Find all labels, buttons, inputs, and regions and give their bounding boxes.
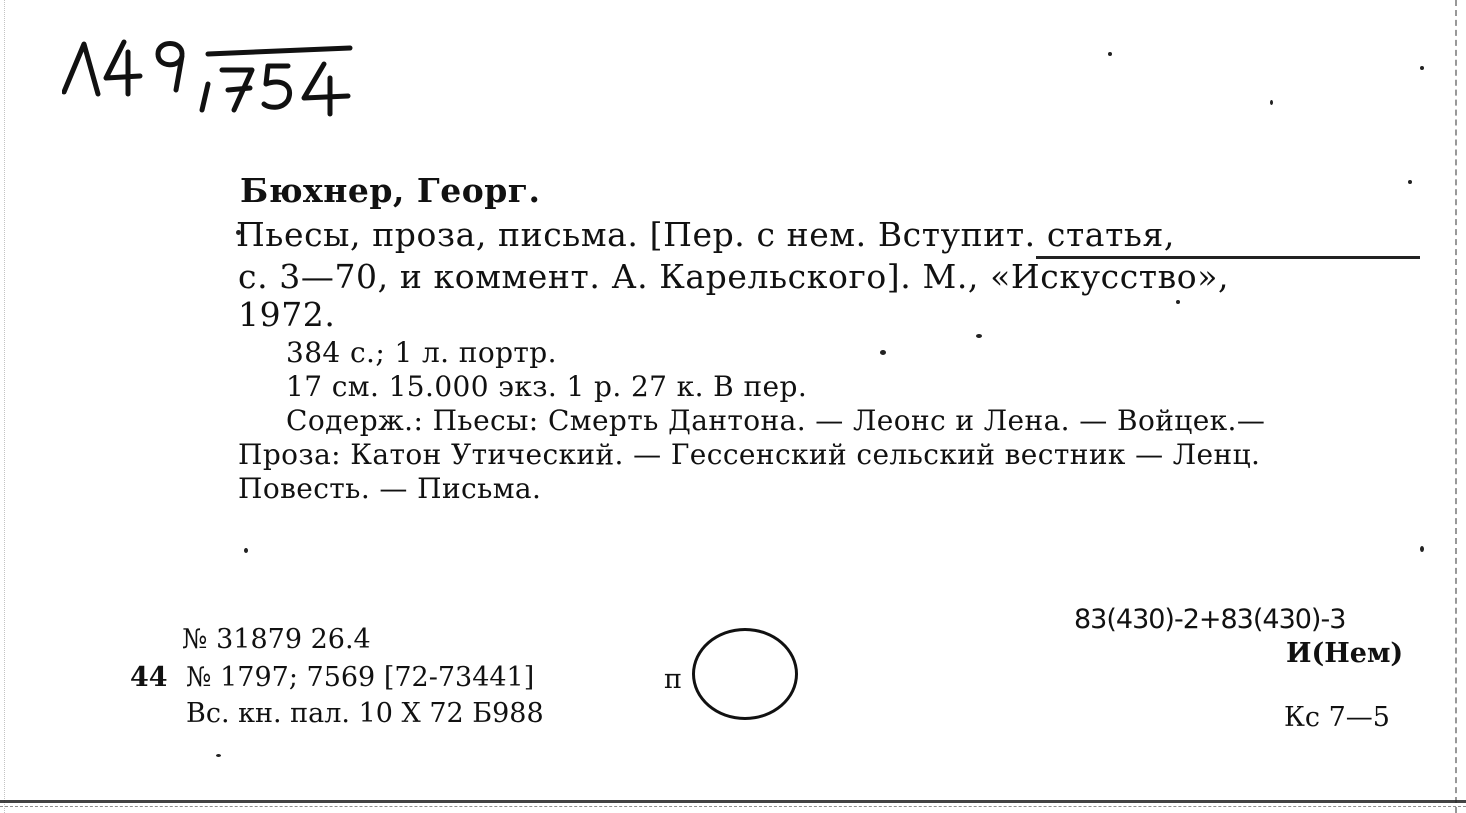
card-right-edge bbox=[1455, 0, 1457, 813]
card-code: Кс 7—5 bbox=[1284, 702, 1390, 733]
publisher-order: № 1797; 7569 [72-73441] bbox=[186, 662, 535, 693]
title-line-1: Пьесы, проза, письма. [Пер. с нем. Вступит. статья, bbox=[236, 215, 1176, 254]
contents-line-1: Содерж.: Пьесы: Смерть Дантона. — Леонс и Лена. — Войцек.— bbox=[286, 404, 1266, 437]
scan-speck bbox=[1408, 180, 1412, 184]
publisher-prefix: 44 bbox=[130, 662, 168, 693]
contents-line-2: Проза: Катон Утический. — Гессенский сельский вестник — Ленц. bbox=[238, 438, 1261, 471]
publisher-number: № 31879 26.4 bbox=[182, 624, 371, 655]
scan-speck bbox=[880, 350, 886, 355]
scan-speck bbox=[244, 548, 248, 553]
scan-speck bbox=[1420, 546, 1424, 552]
title-line-2: с. 3—70, и коммент. А. Карельского]. М., «Искусство», bbox=[238, 257, 1230, 296]
stamp-circle bbox=[692, 628, 798, 720]
shelf-mark-handwriting bbox=[62, 34, 362, 124]
author-heading: Бюхнер, Георг. bbox=[240, 171, 541, 210]
scan-speck bbox=[1270, 100, 1273, 105]
publication-year: 1972. bbox=[238, 295, 336, 334]
card-bottom-edge bbox=[0, 800, 1466, 803]
scan-speck bbox=[976, 334, 982, 338]
scan-speck bbox=[1420, 66, 1424, 70]
bbk-classification: 83(430)-2+83(430)-3 bbox=[1074, 604, 1346, 635]
shelf-mark bbox=[62, 34, 362, 124]
physical-description-1: 384 с.; 1 л. портр. bbox=[286, 336, 557, 369]
subject-index: И(Нем) bbox=[1286, 638, 1404, 669]
publisher-mark: п bbox=[664, 664, 682, 695]
physical-description-2: 17 см. 15.000 экз. 1 р. 27 к. В пер. bbox=[286, 370, 808, 403]
scan-speck bbox=[216, 754, 221, 757]
card-bottom-edge-dashed bbox=[0, 806, 1466, 807]
contents-line-3: Повесть. — Письма. bbox=[238, 472, 542, 505]
card-left-edge bbox=[4, 0, 5, 813]
book-chamber-record: Вс. кн. пал. 10 X 72 Б988 bbox=[186, 698, 544, 729]
scan-speck bbox=[1108, 52, 1112, 56]
scan-speck bbox=[1176, 300, 1180, 304]
